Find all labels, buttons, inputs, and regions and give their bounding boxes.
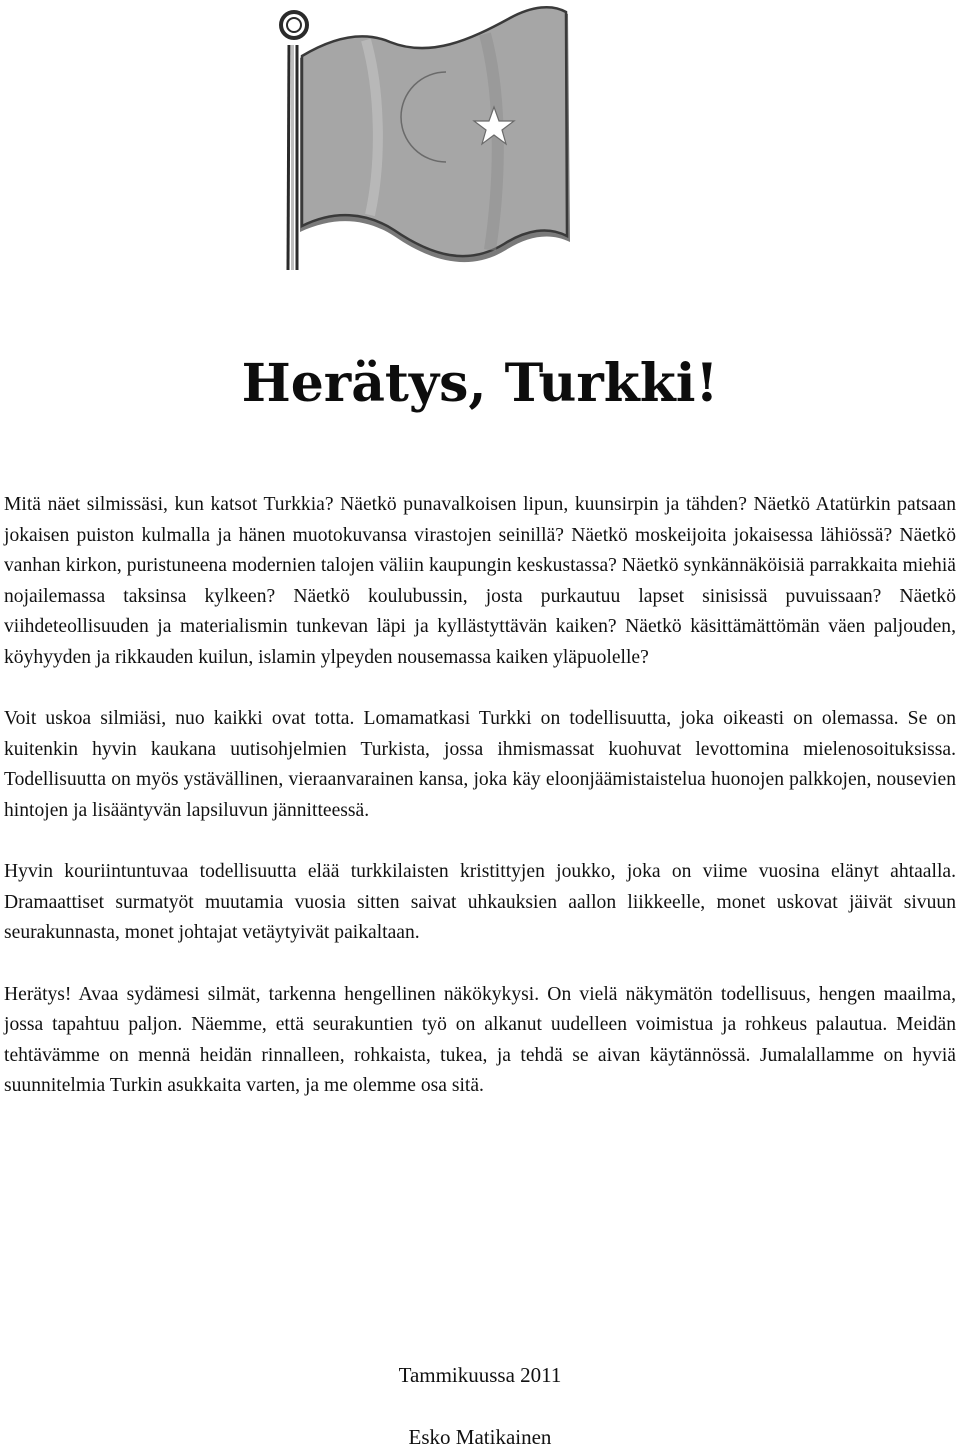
paragraph: Hyvin kouriintuntuvaa todellisuutta elää turkkilaisten kristittyjen joukko, joka on viime vuosina elänyt ahtaalla. Dramaattiset surmatyöt muutamia vuosia sitten saivat uhkauksien aallon liikkeelle, monet uskovat jäivät sivuun seurakunnasta, monet johtajat vetäytyivät paikaltaan. <box>4 861 956 944</box>
document-author: Esko Matikainen <box>408 1425 552 1449</box>
document-date: Tammikuussa 2011 <box>398 1363 562 1387</box>
paragraph: Herätys! Avaa sydämesi silmät, tarkenna hengellinen näkökykysi. On vielä näkymätön todellisuus, hengen maailma, jossa tapahtuu paljon. Näemme, että seurakuntien työ on alkanut uudelleen voimistua ja rohkeus palautua. Meidän tehtävämme on mennä heidän rinnalleen, rohkaista, tukea, ja tehdä se aivan käytännössä. Jumalallamme on hyviä suunnitelmia Turkin asukkaita varten, ja me olemme osa sitä. <box>4 983 956 1097</box>
turkish-flag-icon <box>270 0 570 285</box>
document-body <box>4 490 956 1132</box>
document-title: Herätys, Turkki! <box>241 353 719 414</box>
paragraph: Voit uskoa silmiäsi, nuo kaikki ovat totta. Lomamatkasi Turkki on todellisuutta, joka oikeasti on olemassa. Se on kuitenkin hyvin kaukana uutisohjelmien Turkista, jossa ihmismassat kuohuvat levottomina mielenosoituksissa. Todellisuutta on myös ystävällinen, vieraanvarainen kansa, joka käy eloonjäämistaistelua huonojen palkkojen, nousevien hintojen ja lisääntyvän lapsiluvun jännitteessä. <box>4 708 956 821</box>
paragraph: Mitä näet silmissäsi, kun katsot Turkkia? Näetkö punavalkoisen lipun, kuunsirpin ja tähden? Näetkö Atatürkin patsaan jokaisen puiston kulmalla ja hänen muotokuvansa virastojen seinillä? Näetkö moskeijoita jokaisessa lähiössä? Näetkö vanhan kirkon, puristuneena modernien talojen väliin kaupungin keskustassa? Näetkö synkännäköisiä parrakkaita miehiä nojailemassa taksinsa kylkeen? Näetkö koulubussin, josta purkautuu lapset sinisissä puvuissaan? Näetkö viihdeteollisuuden ja materialismin tunkevan läpi ja kyllästyttävän kaiken? Näetkö käsittämättömän väen paljouden, köyhyyden ja rikkauden kuilun, islamin ylpeyden nousemassa kaiken yläpuolelle? <box>4 494 956 668</box>
flag-pole-left-rail <box>288 45 289 270</box>
flag-illustration <box>270 0 570 285</box>
flag-pole-finial <box>281 12 307 38</box>
